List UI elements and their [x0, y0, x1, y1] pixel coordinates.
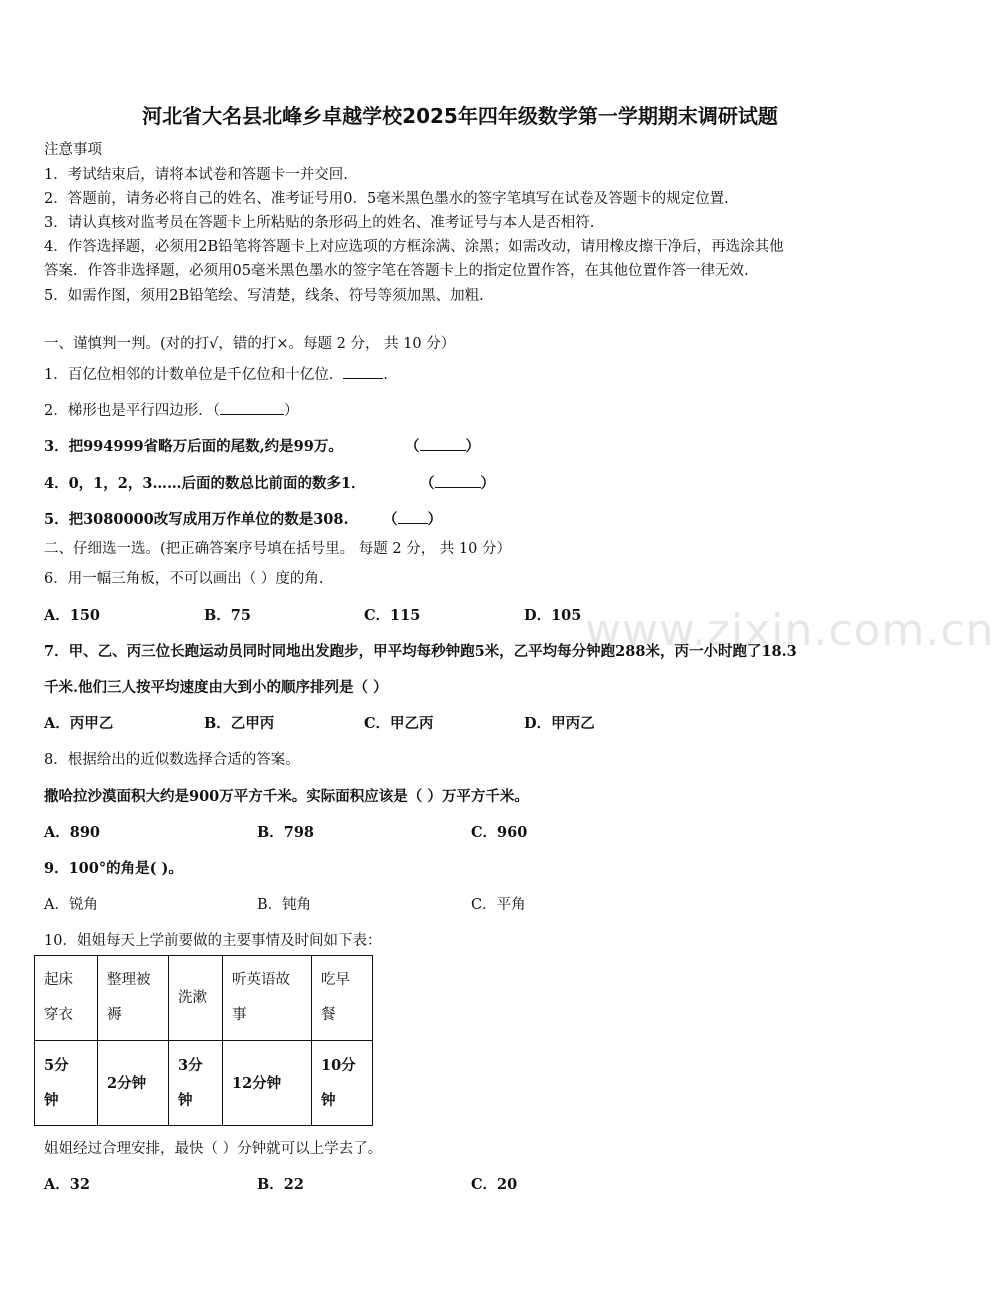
- question-3: [44, 435, 343, 456]
- watermark: www.zixin.com.cn: [585, 605, 994, 656]
- question-9: 9．100°的角是( )。: [44, 860, 183, 877]
- option-d: D．105: [524, 607, 582, 624]
- note-item: 2．答题前，请务必将自己的姓名、准考证号用0．5毫米黑色墨水的签字笔填写在试卷及答题卡的规定位置.: [44, 191, 729, 207]
- table-cell: [312, 956, 373, 1041]
- option-c: C．20: [471, 1176, 518, 1193]
- option-a: A．32: [44, 1176, 90, 1193]
- option-a: A．丙甲乙: [44, 715, 114, 732]
- section1-heading: 一、谨慎判一判。(对的打√，错的打×。每题 2 分， 共 10 分）: [44, 336, 456, 352]
- question-2: [44, 399, 298, 420]
- cell-line: 听英语故: [232, 972, 290, 988]
- cell-line: 3分: [178, 1057, 203, 1074]
- cell-line: 5分: [44, 1057, 69, 1074]
- cell-line: 2分钟: [107, 1074, 147, 1092]
- cell-line: 吃早: [321, 972, 350, 988]
- option-b: B．798: [257, 824, 315, 841]
- option-a: A．890: [44, 824, 101, 841]
- question-4: [44, 472, 366, 493]
- table-cell: [169, 1041, 223, 1126]
- option-b: B．乙甲丙: [204, 715, 275, 732]
- cell-line: 褥: [107, 1007, 122, 1023]
- question-5: [44, 508, 349, 529]
- cell-line: 起床: [44, 972, 73, 988]
- table-cell: [223, 1041, 312, 1126]
- bracket-open: （: [405, 438, 420, 455]
- option-c: C．115: [364, 607, 421, 624]
- cell-line: 10分: [321, 1057, 356, 1074]
- cell-line: 钟: [321, 1092, 336, 1109]
- question-4-bracket: [420, 472, 495, 493]
- table-cell: [35, 956, 98, 1041]
- question-8-line1: 8．根据给出的近似数选择合适的答案。: [44, 752, 300, 768]
- question-7-line1: 7．甲、乙、丙三位长跑运动员同时同地出发跑步，甲平均每秒钟跑5米，乙平均每分钟跑288米，丙一小时跑了18.3: [44, 643, 797, 660]
- option-d: D．甲丙乙: [524, 715, 595, 732]
- option-c: C．960: [471, 824, 528, 841]
- table-cell: [98, 1041, 169, 1126]
- cell-line: 餐: [321, 1007, 336, 1023]
- question-5-text: 5．把3080000改写成用万作单位的数是308.: [44, 511, 349, 528]
- cell-line: 12分钟: [232, 1074, 282, 1092]
- question-2-end: ）: [283, 403, 299, 419]
- cell-line: 事: [232, 1007, 247, 1023]
- answer-blank: [398, 509, 428, 524]
- option-a: A．锐角: [44, 897, 98, 913]
- cell-line: 洗漱: [178, 989, 207, 1006]
- answer-blank: [343, 364, 383, 379]
- bracket-open: （: [420, 475, 435, 492]
- answer-blank: [220, 400, 284, 415]
- bracket-close: ）: [480, 475, 495, 492]
- notes-heading: 注意事项: [44, 142, 102, 158]
- note-item: 1．考试结束后，请将本试卷和答题卡一并交回.: [44, 167, 348, 183]
- bracket-close: ）: [465, 438, 480, 455]
- note-item: 答案．作答非选择题，必须用05毫米黑色墨水的签字笔在答题卡上的指定位置作答，在其他位置作答一律无效.: [44, 263, 749, 279]
- question-6: 6．用一幅三角板，不可以画出（ ）度的角.: [44, 571, 324, 587]
- note-item: 4．作答选择题，必须用2B铅笔将答题卡上对应选项的方框涂满、涂黑；如需改动，请用橡皮擦干净后，再选涂其他: [44, 239, 784, 255]
- table-row-times: [35, 1041, 373, 1126]
- cell-line: 钟: [178, 1092, 193, 1109]
- question-3-text: 3．把994999省略万后面的尾数,约是99万。: [44, 438, 343, 455]
- bracket-close: ）: [427, 511, 442, 528]
- option-b: B．钝角: [257, 897, 312, 913]
- question-4-text: 4．0，1，2，3……后面的数总比前面的数多1．: [44, 475, 366, 492]
- table-cell: [169, 956, 223, 1041]
- question-8-line2: 撒哈拉沙漠面积大约是900万平方千米。实际面积应该是（ ）万平方千米。: [44, 788, 529, 805]
- answer-blank: [435, 473, 481, 488]
- question-10-prompt: 姐姐经过合理安排，最快（ ）分钟就可以上学去了。: [44, 1141, 383, 1157]
- question-3-bracket: [405, 435, 480, 456]
- schedule-table: [34, 955, 373, 1126]
- table-row-tasks: [35, 956, 373, 1041]
- option-c: C．甲乙丙: [364, 715, 434, 732]
- question-1-end: .: [383, 367, 388, 383]
- table-cell: [98, 956, 169, 1041]
- note-item: 3．请认真核对监考员在答题卡上所粘贴的条形码上的姓名、准考证号与本人是否相符.: [44, 215, 595, 231]
- question-1-text: 1．百亿位相邻的计数单位是千亿位和十亿位．: [44, 367, 344, 383]
- option-b: B．22: [257, 1176, 304, 1193]
- answer-blank: [420, 436, 466, 451]
- page-title: 河北省大名县北峰乡卓越学校2025年四年级数学第一学期期末调研试题: [142, 104, 778, 128]
- table-cell: [35, 1041, 98, 1126]
- bracket-open: （: [383, 511, 398, 528]
- question-5-bracket: [383, 508, 442, 529]
- cell-line: 穿衣: [44, 1007, 73, 1023]
- table-cell: [223, 956, 312, 1041]
- section2-heading: 二、仔细选一选。(把正确答案序号填在括号里。 每题 2 分， 共 10 分）: [44, 541, 511, 557]
- question-1: [44, 363, 388, 384]
- cell-line: 整理被: [107, 972, 151, 988]
- note-item: 5．如需作图，须用2B铅笔绘、写清楚，线条、符号等须加黑、加粗.: [44, 288, 484, 304]
- option-c: C．平角: [471, 897, 526, 913]
- table-cell: [312, 1041, 373, 1126]
- cell-line: 钟: [44, 1092, 59, 1109]
- question-10: 10．姐姐每天上学前要做的主要事情及时间如下表：: [44, 933, 382, 949]
- option-a: A．150: [44, 607, 101, 624]
- question-7-line2: 千米.他们三人按平均速度由大到小的顺序排列是（ ）: [44, 679, 388, 696]
- question-2-text: 2．梯形也是平行四边形．（: [44, 403, 220, 419]
- option-b: B．75: [204, 607, 251, 624]
